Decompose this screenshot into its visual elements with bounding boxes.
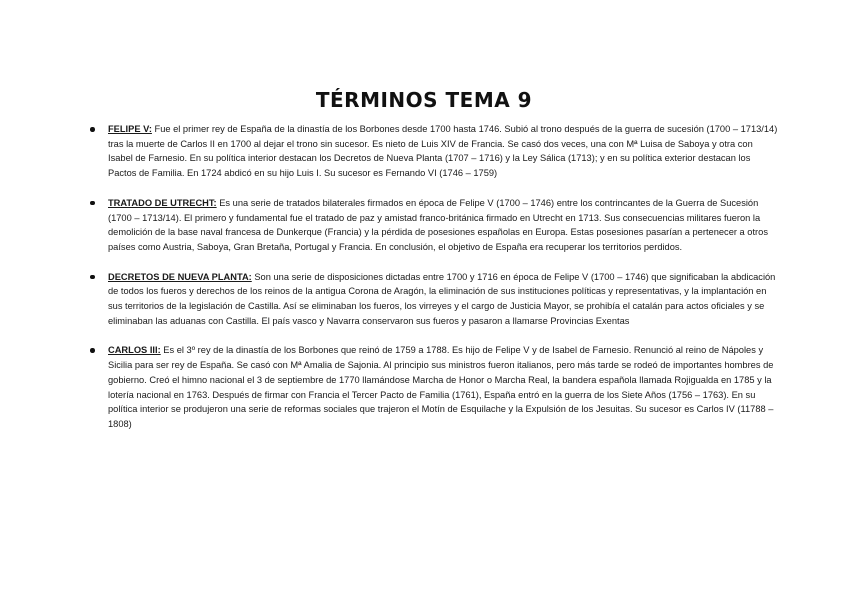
terms-list: [88, 122, 778, 432]
document-title: TÉRMINOS TEMA 9: [315, 88, 533, 112]
term-definition: Fue el primer rey de España de la dinastía de los Borbones desde 1700 hasta 1746. Subió al trono después de la guerra de sucesión (1700 – 1713/14) tras la muerte de Carlos II en 1700 al dejar el trono sin sucesor. Es nieto de Luis XIV de Francia. Se casó dos veces, una con Mª Luisa de Saboya y otra con Isabel de Farnesio. En su política interior destacan los Decretos de Nueva Planta (1707 – 1716) y la Ley Sálica (1713); y en su política exterior destacan los Pactos de Familia. En 1724 abdicó en su hijo Luis I. Su sucesor es Fernando VI (1746 – 1759): [108, 124, 778, 179]
term-name: TRATADO DE UTRECHT:: [108, 197, 217, 208]
bullet-icon: [90, 348, 95, 353]
term-name: FELIPE V:: [108, 124, 152, 134]
bullet-icon: [90, 127, 95, 132]
term-definition: Es el 3º rey de la dinastía de los Borbones que reinó de 1759 a 1788. Es hijo de Felipe V y de Isabel de Farnesio. Renunció al reino de Nápoles y Sicilia para ser rey de España. Se casó con Mª Amalia de Sajonia. Al principio sus ministros fueron italianos, pero más tarde se rodeó de importantes hombres de gobierno. Creó el himno nacional el 3 de septiembre de 1770 llamándose Marcha de Honor o Marcha Real, la bandera española llamada Rojigualda en 1785 y la lotería nacional en 1763. Después de firmar con Francia el Tercer Pacto de Familia (1761), España entró en la guerra de los Siete Años (1756 – 1763). En su política interior se produjeron una serie de reformas sociales que trajeron el Motín de Esquilache y la Expulsión de los Jesuitas. Su sucesor es Carlos IV (11788 – 1808): [108, 345, 774, 429]
term-definition: Es una serie de tratados bilaterales firmados en época de Felipe V (1700 – 1746) entre los contrincantes de la Guerra de Sucesión (1700 – 1713/14). El primero y fundamental fue el tratado de paz y amistad franco-británica firmado en Utrecht en 1713. Sus consecuencias militares fueron la demolición de la base naval francesa de Dunkerque (Francia) y la pérdida de posesiones españolas en Europa. Estas posesiones pasarían a pertenecer a otros países como Austria, Saboya, Gran Bretaña, Portugal y Francia. En conclusión, el objetivo de España era recuperar los territorios perdidos.: [108, 197, 768, 252]
term-decretos-de-nueva-planta: [88, 270, 778, 329]
term-felipe-v: [88, 122, 778, 181]
bullet-icon: [90, 201, 95, 206]
term-name: DECRETOS DE NUEVA PLANTA:: [108, 271, 252, 282]
term-tratado-de-utrecht: [88, 196, 778, 255]
term-definition: Son una serie de disposiciones dictadas entre 1700 y 1716 en época de Felipe V (1700 – 1746) que significaban la abdicación de todos los fueros y derechos de los reinos de la antigua Corona de Aragón, la eliminación de sus instituciones políticas y representativas, y la implantación en sus territorios de la legislación de Castilla. Así se eliminaban los fueros, los virreyes y el cargo de Justicia Mayor, se prohibía el catalán para actos oficiales y se eliminaban las aduanas con Castilla. El país vasco y Navarra conservaron sus fueros y pasaron a llamarse Provincias Exentas: [108, 271, 776, 326]
bullet-icon: [90, 275, 95, 280]
term-name: CARLOS III:: [108, 345, 161, 356]
term-carlos-iii: [88, 343, 778, 431]
